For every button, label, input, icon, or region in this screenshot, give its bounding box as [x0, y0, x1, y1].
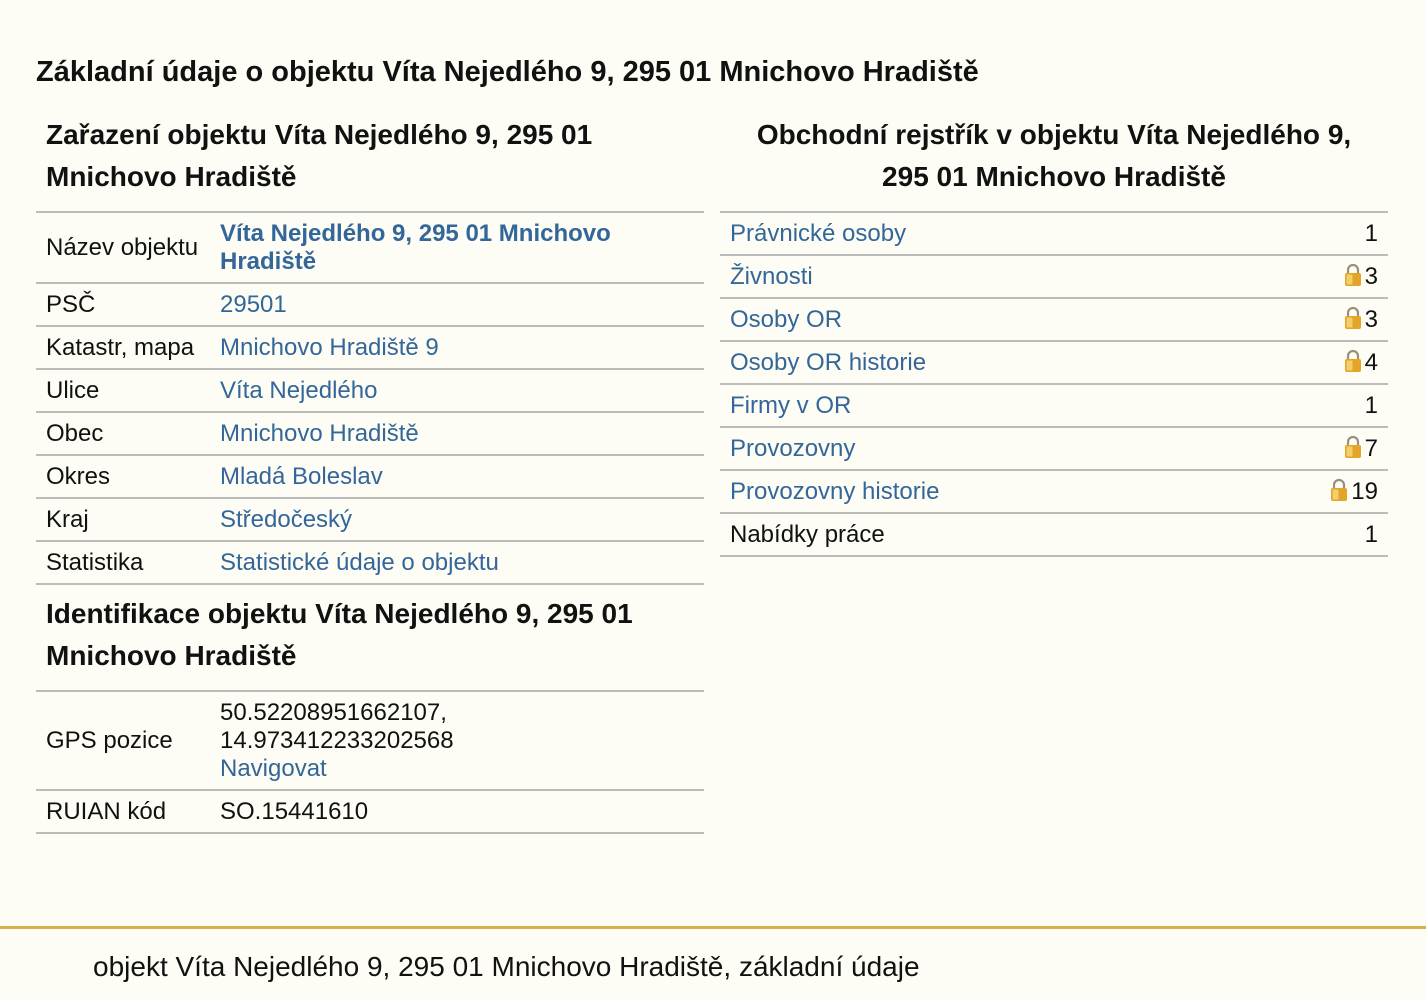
- row-label: Katastr, mapa: [36, 326, 210, 369]
- register-item-label[interactable]: Provozovny historie: [730, 478, 940, 505]
- gps-value: 50.52208951662107, 14.973412233202568: [220, 699, 454, 754]
- row-label: PSČ: [36, 283, 210, 326]
- table-row: [720, 298, 1388, 341]
- lock-icon: [1344, 349, 1365, 376]
- navigate-link[interactable]: Navigovat: [220, 755, 327, 782]
- obec-link[interactable]: Mnichovo Hradiště: [220, 420, 419, 447]
- lock-icon: [1344, 263, 1365, 290]
- table-row: [36, 541, 704, 584]
- register-item-label[interactable]: Živnosti: [730, 263, 813, 290]
- table-row: [36, 369, 704, 412]
- row-label: Okres: [36, 455, 210, 498]
- row-label: Název objektu: [36, 212, 210, 283]
- register-item-label[interactable]: Firmy v OR: [730, 392, 852, 419]
- row-label: Kraj: [36, 498, 210, 541]
- table-row: [36, 326, 704, 369]
- ruian-value: SO.15441610: [210, 790, 704, 833]
- nazev-objektu-link[interactable]: Víta Nejedlého 9, 295 01 Mnichovo Hradiště: [220, 220, 611, 275]
- table-row: [720, 513, 1388, 556]
- lock-icon: [1344, 306, 1365, 333]
- table-row: [720, 427, 1388, 470]
- footer-text: objekt Víta Nejedlého 9, 295 01 Mnichovo Hradiště, základní údaje: [93, 951, 920, 982]
- register-item-count: 3: [1364, 263, 1378, 290]
- table-row: [36, 212, 704, 283]
- okres-link[interactable]: Mladá Boleslav: [220, 463, 383, 490]
- ruian-label: RUIAN kód: [36, 790, 210, 833]
- register-item-count: 19: [1351, 478, 1378, 505]
- lock-icon: [1330, 478, 1351, 505]
- ulice-link[interactable]: Víta Nejedlého: [220, 377, 378, 404]
- table-row: [720, 470, 1388, 513]
- identifikace-heading: Identifikace objektu Víta Nejedlého 9, 295 01 Mnichovo Hradiště: [46, 598, 633, 671]
- register-item-label[interactable]: Osoby OR: [730, 306, 843, 333]
- row-label: Ulice: [36, 369, 210, 412]
- register-item-count: 1: [1364, 521, 1378, 548]
- table-row: [36, 691, 704, 790]
- table-row: [36, 790, 704, 833]
- table-row: [720, 212, 1388, 255]
- zarazeni-heading: Zařazení objektu Víta Nejedlého 9, 295 01 Mnichovo Hradiště: [46, 119, 593, 192]
- page-title: Základní údaje o objektu Víta Nejedlého 9, 295 01 Mnichovo Hradiště: [36, 56, 979, 88]
- register-item-label[interactable]: Osoby OR historie: [730, 349, 927, 376]
- statistika-link[interactable]: Statistické údaje o objektu: [220, 549, 499, 576]
- register-item-count: 4: [1364, 349, 1378, 376]
- identifikace-table: [36, 690, 704, 834]
- register-item-count: 1: [1364, 392, 1378, 419]
- left-column: [36, 110, 704, 834]
- register-item-label[interactable]: Provozovny: [730, 435, 856, 462]
- register-item-count: 3: [1364, 306, 1378, 333]
- right-column: [720, 110, 1388, 557]
- rejstrik-heading: Obchodní rejstřík v objektu Víta Nejedlého 9, 295 01 Mnichovo Hradiště: [756, 119, 1352, 192]
- register-item-label[interactable]: Právnické osoby: [730, 220, 907, 247]
- lock-icon: [1344, 435, 1365, 462]
- zarazeni-table: [36, 211, 704, 585]
- table-row: [720, 384, 1388, 427]
- kraj-link[interactable]: Středočeský: [220, 506, 353, 533]
- table-row: [36, 498, 704, 541]
- register-item-label: Nabídky práce: [730, 521, 885, 548]
- register-item-count: 1: [1364, 220, 1378, 247]
- psc-link[interactable]: 29501: [220, 291, 287, 318]
- row-label: Obec: [36, 412, 210, 455]
- table-row: [36, 455, 704, 498]
- register-item-count: 7: [1364, 435, 1378, 462]
- table-row: [36, 412, 704, 455]
- rejstrik-table: [720, 211, 1388, 557]
- table-row: [36, 283, 704, 326]
- footer-divider: [0, 926, 1426, 929]
- gps-label: GPS pozice: [36, 691, 210, 790]
- katastr-link[interactable]: Mnichovo Hradiště 9: [220, 334, 439, 361]
- row-label: Statistika: [36, 541, 210, 584]
- table-row: [720, 341, 1388, 384]
- table-row: [720, 255, 1388, 298]
